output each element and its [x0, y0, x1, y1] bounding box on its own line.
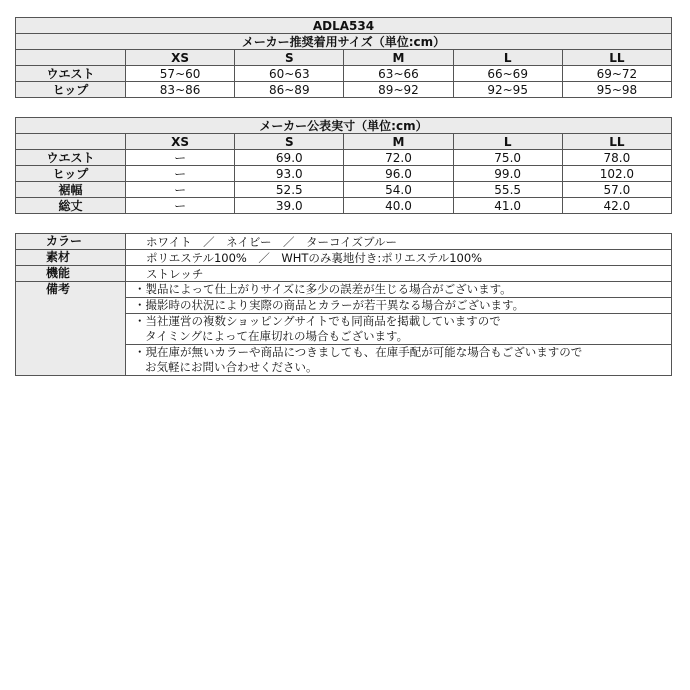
note-item — [126, 345, 672, 376]
table-row — [16, 150, 672, 166]
table-row — [16, 166, 672, 182]
size-value: 54.0 — [344, 182, 453, 198]
size-value: 92~95 — [453, 82, 562, 98]
size-header: XS — [126, 134, 235, 150]
note-text: ・現在庫が無いカラーや商品につきましても、在庫手配が可能な場合もございますので — [134, 345, 583, 359]
recommended-size-table — [15, 17, 672, 98]
material-value: ポリエステル100% ／ WHTのみ裏地付き:ポリエステル100% — [126, 250, 672, 266]
function-value: ストレッチ — [126, 266, 672, 282]
table-row — [16, 66, 672, 82]
size-value: 96.0 — [344, 166, 453, 182]
size-value: 75.0 — [453, 150, 562, 166]
note-item — [126, 314, 672, 345]
table-row — [16, 282, 672, 298]
size-value: 57.0 — [562, 182, 671, 198]
note-text-continued: タイミングによって在庫切れの場合もございます。 — [145, 329, 409, 343]
size-value: 89~92 — [344, 82, 453, 98]
material-label: 素材 — [16, 250, 126, 266]
note-text-continued: お気軽にお問い合わせください。 — [145, 360, 318, 374]
color-label: カラー — [16, 234, 126, 250]
row-label: 総丈 — [16, 198, 126, 214]
size-header: LL — [562, 134, 671, 150]
size-value: ー — [126, 150, 235, 166]
table-row — [16, 234, 672, 250]
actual-size-table — [15, 117, 672, 214]
size-value: 60~63 — [235, 66, 344, 82]
note-item — [126, 282, 672, 298]
row-label: ウエスト — [16, 66, 126, 82]
size-value: 66~69 — [453, 66, 562, 82]
size-value: 63~66 — [344, 66, 453, 82]
actual-title: メーカー公表実寸（単位:cm） — [16, 118, 672, 134]
size-header: XS — [126, 50, 235, 66]
size-value: 69.0 — [235, 150, 344, 166]
size-value: 55.5 — [453, 182, 562, 198]
size-value: 95~98 — [562, 82, 671, 98]
table-row — [16, 250, 672, 266]
note-text: ・当社運営の複数ショッピングサイトでも同商品を掲載していますので — [134, 314, 501, 328]
product-code: ADLA534 — [16, 18, 672, 34]
size-value: 83~86 — [126, 82, 235, 98]
size-header: M — [344, 134, 453, 150]
corner-cell — [16, 134, 126, 150]
table-row — [16, 182, 672, 198]
size-header: L — [453, 134, 562, 150]
size-value: ー — [126, 182, 235, 198]
size-value: 78.0 — [562, 150, 671, 166]
size-value: 40.0 — [344, 198, 453, 214]
size-header: L — [453, 50, 562, 66]
note-text: ・製品によって仕上がりサイズに多少の誤差が生じる場合がございます。 — [134, 282, 512, 296]
size-value: ー — [126, 166, 235, 182]
size-value: ー — [126, 198, 235, 214]
size-value: 39.0 — [235, 198, 344, 214]
row-label: ウエスト — [16, 150, 126, 166]
row-label: ヒップ — [16, 82, 126, 98]
function-label: 機能 — [16, 266, 126, 282]
product-info-table — [15, 233, 672, 376]
size-value: 52.5 — [235, 182, 344, 198]
size-header: S — [235, 134, 344, 150]
table-row — [16, 82, 672, 98]
size-value: 99.0 — [453, 166, 562, 182]
table-row — [16, 198, 672, 214]
color-value: ホワイト ／ ネイビー ／ ターコイズブルー — [126, 234, 672, 250]
size-value: 93.0 — [235, 166, 344, 182]
row-label: 裾幅 — [16, 182, 126, 198]
size-value: 69~72 — [562, 66, 671, 82]
notes-label: 備考 — [16, 282, 126, 376]
size-value: 57~60 — [126, 66, 235, 82]
table-row — [16, 266, 672, 282]
recommended-title: メーカー推奨着用サイズ（単位:cm） — [16, 34, 672, 50]
row-label: ヒップ — [16, 166, 126, 182]
note-text: ・撮影時の状況により実際の商品とカラーが若干異なる場合がございます。 — [134, 298, 525, 312]
size-value: 42.0 — [562, 198, 671, 214]
size-value: 72.0 — [344, 150, 453, 166]
size-value: 41.0 — [453, 198, 562, 214]
size-value: 86~89 — [235, 82, 344, 98]
size-header: M — [344, 50, 453, 66]
note-item — [126, 298, 672, 314]
corner-cell — [16, 50, 126, 66]
size-header: LL — [562, 50, 671, 66]
size-header: S — [235, 50, 344, 66]
size-value: 102.0 — [562, 166, 671, 182]
